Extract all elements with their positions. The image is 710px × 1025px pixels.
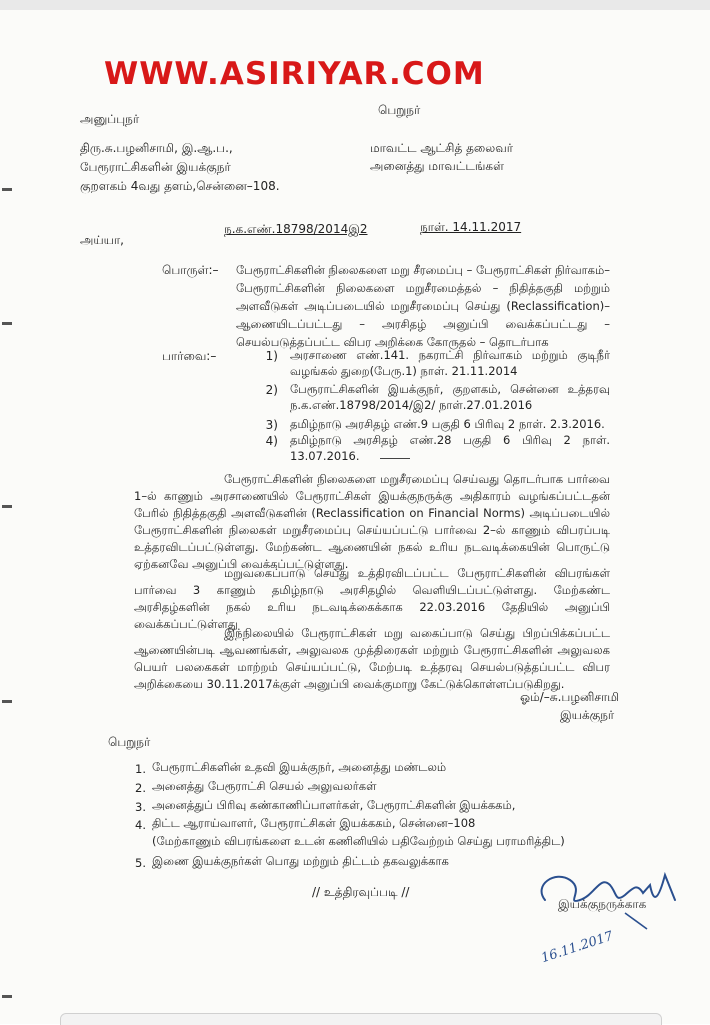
salutation: அய்யா, — [80, 233, 124, 247]
reference-item: தமிழ்நாடு அரசிதழ் எண்.28 பகுதி 6 பிரிவு 2 நாள். 13.07.2016. — [290, 433, 610, 463]
recipient-item: பேரூராட்சிகளின் உதவி இயக்குநர், அனைத்து மண்டலம் — [152, 760, 447, 774]
recipient-line: அனைத்து மாவட்டங்கள் — [370, 159, 504, 173]
viewer-top-bar — [0, 0, 710, 10]
recipient-item: அனைத்துப் பிரிவு கண்காணிப்பாளர்கள், பேரூராட்சிகளின் இயக்ககம், — [152, 798, 516, 812]
recipient-number: 5. — [135, 856, 146, 870]
recipient-number: 4. — [135, 818, 146, 832]
subject-label: பொருள்:– — [162, 263, 219, 277]
sender-line: திரு.சு.பழனிசாமி, இ.ஆ.ப., — [80, 141, 233, 155]
separator-dash — [380, 458, 410, 459]
reference-number-4: 4) — [265, 434, 278, 448]
sign-stamp: இயக்குநருக்காக — [558, 897, 647, 911]
recipients-label: பெறுநர் — [108, 735, 151, 749]
sender-line: குறளகம் 4வது தளம்,சென்னை–108. — [80, 179, 280, 193]
letter-date: நாள். 14.11.2017 — [420, 220, 522, 234]
recipient-line: மாவட்ட ஆட்சித் தலைவர் — [370, 141, 513, 155]
from-label: அனுப்புநர் — [80, 112, 140, 126]
margin-mark — [2, 995, 12, 998]
margin-mark — [2, 505, 12, 508]
body-paragraph-3: இந்நிலையில் பேரூராட்சிகள் மறு வகைப்பாடு செய்து பிறப்பிக்கப்பட்ட ஆணையின்படி ஆவணங்கள், அலுவலக முத்திரைகள் மற்றும் பேரூராட்சிகளின் அலுவலக பெயர் பலகைகள் மாற்றம் செய்யப்பட்டு, மேற்படி உத்தரவு செயல்படுத்தப்பட்ட விபர அறிக்கையை 30.11.2017க்குள் அனுப்பி வைக்குமாறு கேட்டுக்கொள்ளப்படுகிறது. — [134, 626, 610, 691]
margin-mark — [2, 700, 12, 703]
body-paragraph-2: மறுவகைப்பாடு செய்து உத்திரவிடப்பட்ட பேரூராட்சிகளின் விபரங்கள் பார்வை 3 காணும் தமிழ்நாடு அரசிதழில் வெளியிடப்பட்டுள்ளது. மேற்கண்ட அரசிதழ்களின் நகல் உரிய நடவடிக்கைக்காக 22.03.2016 தேதியில் அனுப்பி வைக்கப்பட்டுள்ளது — [134, 566, 610, 631]
watermark: WWW.ASIRIYAR.COM — [104, 56, 485, 92]
recipient-number: 2. — [135, 781, 146, 795]
reference-number-1: 1) — [265, 349, 278, 363]
body-paragraph-1: பேரூராட்சிகளின் நிலைகளை மறுசீரமைப்பு செய்வது தொடர்பாக பார்வை 1–ல் காணும் அரசாணையில் பேரூராட்சிகள் இயக்குநருக்கு அதிகாரம் வழங்கப்பட்டதன் பேரில் நிதித்தகுதி அளவீடுகளின் (Reclassification on Financial Norms) அடிப்படையில் பேரூராட்சிகளின் நிலைகள் மறுசீரமைப்பு செய்யப்பட்டு பார்வை 2–ல் காணும் விபரப்படி உத்தரவிடப்பட்டுள்ளது. மேற்கண்ட ஆணையின் நகல் உரிய நடவடிக்கையின் பொருட்டு ஏற்கனவே அனுப்பி வைக்கப்பட்டுள்ளது. — [134, 472, 610, 571]
signature-name: ஓம்/–சு.பழனிசாமி — [520, 690, 620, 704]
reference-number-3: 3) — [265, 418, 278, 432]
reference-number-2: 2) — [265, 383, 278, 397]
sender-line: பேரூராட்சிகளின் இயக்குநர் — [80, 160, 231, 174]
viewer-bottom-bar — [60, 1013, 662, 1025]
margin-mark — [2, 322, 12, 325]
references-label: பார்வை:– — [162, 349, 217, 363]
signature-title: இயக்குநர் — [560, 708, 615, 722]
recipient-number: 3. — [135, 800, 146, 814]
handwritten-date: 16.11.2017 — [539, 928, 615, 967]
subject-text: பேரூராட்சிகளின் நிலைகளை மறு சீரமைப்பு – பேரூராட்சிகள் நிர்வாகம்– பேரூராட்சிகளின் நிலைகளை மறுசீரமைத்தல் – நிதித்தகுதி மற்றும் அளவீடுகள் அடிப்படையில் மறுசீரமைப்பு செய்து (Reclassification)– ஆணையிடப்பட்டது – அரசிதழ் அனுப்பி வைக்கப்பட்டது – செயல்படுத்தப்பட்ட விபர அறிக்கை கோருதல் – தொடர்பாக — [236, 263, 610, 349]
reference-item: தமிழ்நாடு அரசிதழ் எண்.9 பகுதி 6 பிரிவு 2 நாள். 2.3.2016. — [290, 417, 605, 431]
order-line: // உத்திரவுப்படி // — [312, 885, 410, 899]
to-label: பெறுநர் — [378, 103, 421, 117]
reference-item: அரசாணை எண்.141. நகராட்சி நிர்வாகம் மற்றும் குடிநீர் வழங்கல் துறை(பேரு.1) நாள். 21.11.2014 — [290, 348, 610, 378]
recipient-item: திட்ட ஆராய்வாளர், பேரூராட்சிகள் இயக்ககம், சென்னை–108 — [152, 816, 476, 830]
recipient-note: (மேற்காணும் விபரங்களை உடன் கணினியில் பதிவேற்றம் செய்து பராமரித்திட) — [152, 834, 565, 848]
recipient-item: இணை இயக்குநர்கள் பொது மற்றும் திட்டம் தகவலுக்காக — [152, 854, 449, 868]
recipient-number: 1. — [135, 762, 146, 776]
reference-number: ந.க.எண்.18798/2014இ2 — [224, 222, 368, 236]
recipient-item: அனைத்து பேரூராட்சி செயல் அலுவலர்கள் — [152, 779, 377, 793]
reference-item: பேரூராட்சிகளின் இயக்குநர், குறளகம், சென்னை உத்தரவு ந.க.எண்.18798/2014/இ2/ நாள்.27.01.2016 — [290, 382, 610, 412]
margin-mark — [2, 188, 12, 191]
